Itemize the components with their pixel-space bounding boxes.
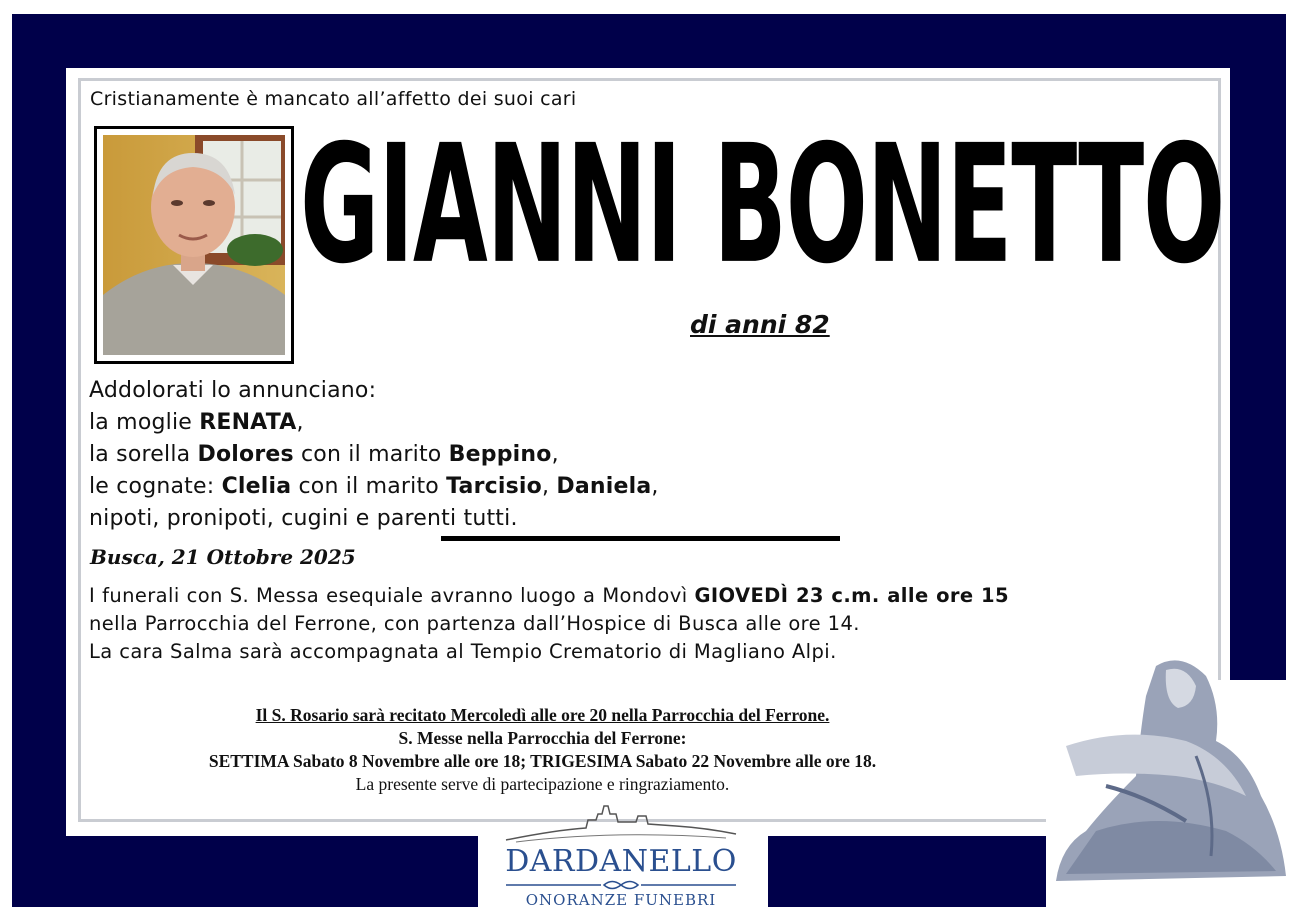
divider-rule — [441, 536, 840, 541]
mourners-relatives: nipoti, pronipoti, cugini e parenti tutti. — [89, 506, 518, 531]
portrait-photo — [103, 135, 285, 355]
mourners-wife: la moglie RENATA, — [89, 410, 304, 435]
pieta-sculpture-image — [1046, 646, 1294, 894]
town-skyline-icon — [496, 800, 746, 850]
mourners-sister: la sorella Dolores con il marito Beppino, — [89, 442, 559, 467]
mourners-block — [89, 375, 659, 535]
mourners-intro: Addolorati lo annunciano: — [89, 378, 377, 403]
ornament-icon — [506, 878, 736, 892]
portrait-frame — [94, 126, 294, 364]
age-line: di anni 82 — [690, 310, 830, 339]
deceased-name-text: GIANNI BONETTO — [300, 113, 1224, 300]
cremation-line: La cara Salma sarà accompagnata al Tempio Crematorio di Magliano Alpi. — [89, 640, 837, 663]
funeral-home-logo — [496, 800, 746, 912]
logo-name: DARDANELLO — [505, 844, 737, 879]
thanks-note: La presente serve di partecipazione e ringraziamento. — [355, 774, 730, 794]
masses-note: S. Messe nella Parrocchia del Ferrone: — [398, 728, 687, 748]
deceased-name — [300, 113, 1230, 313]
intro-text: Cristianamente è mancato all’affetto dei suoi cari — [90, 88, 577, 110]
rosary-note: Il S. Rosario sarà recitato Mercoledì alle ore 20 nella Parrocchia del Ferrone. — [255, 705, 830, 725]
mass-notes — [140, 704, 945, 796]
logo-subtitle: ONORANZE FUNEBRI — [525, 891, 717, 909]
mourners-sisters-in-law: le cognate: Clelia con il marito Tarcisio, Daniela, — [89, 474, 659, 499]
funeral-paragraph: I funerali con S. Messa esequiale avranno luogo a Mondovì GIOVEDÌ 23 c.m. alle ore 15 nella Parrocchia del Ferrone, con partenza dall’Hospice di Busca alle ore 14. — [89, 584, 1009, 635]
place-date: Busca, 21 Ottobre 2025 — [90, 545, 356, 569]
funeral-details — [89, 582, 1009, 666]
masses-dates: SETTIMA Sabato 8 Novembre alle ore 18; TRIGESIMA Sabato 22 Novembre alle ore 18. — [208, 751, 877, 771]
